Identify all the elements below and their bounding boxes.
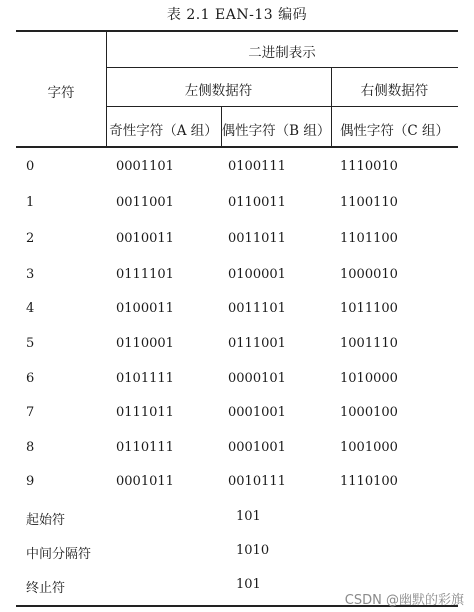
row-code-a: 0101111 <box>116 371 174 386</box>
header-left-data: 左侧数据符 <box>184 83 253 99</box>
row-code-a: 0001101 <box>116 159 174 174</box>
row-value: 101 <box>236 509 261 524</box>
row-code-c: 1011100 <box>340 301 398 316</box>
row-code-c: 1100110 <box>340 195 398 210</box>
row-char: 8 <box>26 440 35 455</box>
row-code-a: 0111011 <box>116 405 174 420</box>
row-char: 9 <box>26 474 35 489</box>
header-rule-1 <box>106 67 458 68</box>
table-caption: 表 2.1 EAN-13 编码 <box>166 7 308 23</box>
row-char: 5 <box>26 336 35 351</box>
row-code-a: 0111101 <box>116 267 174 282</box>
row-code-a: 0100011 <box>116 301 174 316</box>
row-code-b: 0010111 <box>228 474 286 489</box>
header-col-a: 奇性字符（A 组） <box>109 123 218 139</box>
row-code-c: 1000010 <box>340 267 398 282</box>
row-code-b: 0011101 <box>228 301 286 316</box>
row-char: 4 <box>26 301 35 316</box>
row-code-a: 0010011 <box>116 231 174 246</box>
row-code-c: 1110010 <box>340 159 398 174</box>
row-code-b: 0000101 <box>228 371 286 386</box>
row-value: 1010 <box>236 543 270 558</box>
row-char: 1 <box>26 195 35 210</box>
header-char: 字符 <box>47 85 75 101</box>
row-char: 终止符 <box>26 581 66 596</box>
row-char: 起始符 <box>26 513 66 528</box>
header-col-b: 偶性字符（B 组） <box>221 123 331 139</box>
row-code-b: 0110011 <box>228 195 286 210</box>
row-value: 101 <box>236 577 261 592</box>
row-char: 6 <box>26 371 35 386</box>
row-code-b: 0100111 <box>228 159 286 174</box>
row-code-c: 1001000 <box>340 440 398 455</box>
row-code-a: 0011001 <box>116 195 174 210</box>
row-char: 3 <box>26 267 35 282</box>
row-code-b: 0100001 <box>228 267 286 282</box>
row-char: 2 <box>26 231 35 246</box>
header-binary: 二进制表示 <box>248 45 316 61</box>
row-code-b: 0001001 <box>228 405 286 420</box>
top-rule <box>16 30 458 32</box>
row-code-b: 0001001 <box>228 440 286 455</box>
row-char: 7 <box>26 405 35 420</box>
row-code-c: 1000100 <box>340 405 398 420</box>
row-code-c: 1110100 <box>340 474 398 489</box>
row-code-a: 0001011 <box>116 474 174 489</box>
row-code-b: 0011011 <box>228 231 286 246</box>
csdn-watermark: CSDN @幽默的彩旗 <box>344 593 464 608</box>
row-code-c: 1001110 <box>340 336 398 351</box>
header-rule-2 <box>106 106 458 107</box>
row-code-a: 0110111 <box>116 440 174 455</box>
header-right-data: 右侧数据符 <box>360 83 429 99</box>
header-bottom-rule <box>16 146 458 148</box>
row-code-c: 1010000 <box>340 371 398 386</box>
row-code-b: 0111001 <box>228 336 286 351</box>
row-char: 中间分隔符 <box>26 547 92 562</box>
row-code-a: 0110001 <box>116 336 174 351</box>
header-col-c: 偶性字符（C 组） <box>339 123 450 139</box>
row-code-c: 1101100 <box>340 231 398 246</box>
row-char: 0 <box>26 159 35 174</box>
